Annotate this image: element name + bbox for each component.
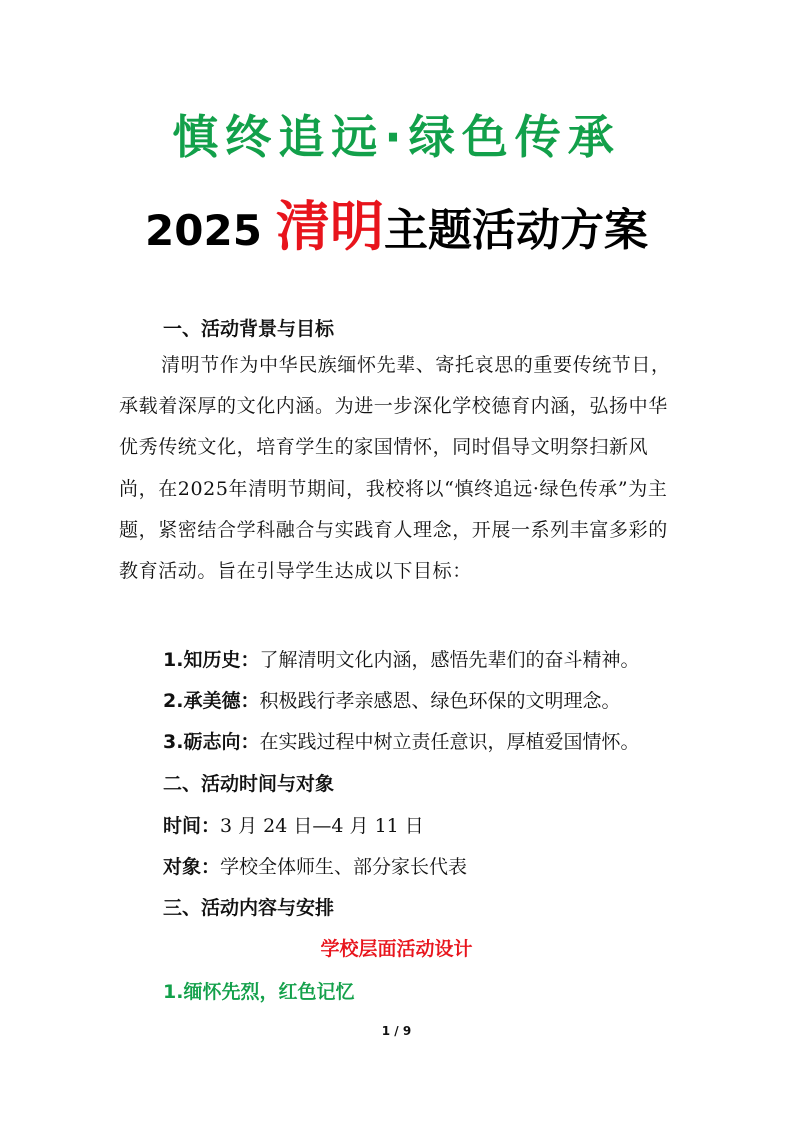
title-year: 2025 <box>145 206 262 255</box>
section-3-heading: 三、活动内容与安排 <box>163 897 335 919</box>
target-value: 学校全体师生、部分家长代表 <box>220 856 468 878</box>
goal-3 <box>163 727 639 757</box>
page-number: 1 / 9 <box>381 1024 412 1038</box>
title-highlight: 清明 <box>275 195 384 258</box>
goal-3-label: 3.砺志向： <box>163 731 260 753</box>
section-1-paragraph <box>119 345 679 592</box>
target-label: 对象： <box>163 856 221 878</box>
school-level-subheading: 学校层面活动设计 <box>320 938 473 960</box>
goal-2 <box>163 686 620 716</box>
section-2-heading: 二、活动时间与对象 <box>163 773 335 795</box>
title-rest: 主题活动方案 <box>383 205 648 256</box>
goal-2-text: 积极践行孝亲感恩、绿色环保的文明理念。 <box>259 690 621 712</box>
goal-1-text: 了解清明文化内涵，感悟先辈们的奋斗精神。 <box>259 649 640 671</box>
section-1-heading: 一、活动背景与目标 <box>163 318 335 340</box>
item-1-heading: 1.缅怀先烈，红色记忆 <box>163 981 355 1003</box>
goal-2-label: 2.承美德： <box>163 690 260 712</box>
time-value: 3 月 24 日—4 月 11 日 <box>220 815 424 837</box>
target-line <box>163 852 467 882</box>
goal-1 <box>163 645 639 675</box>
time-line <box>163 811 424 841</box>
time-label: 时间： <box>163 815 221 837</box>
goal-1-label: 1.知历史： <box>163 649 260 671</box>
title-line-2 <box>0 195 793 263</box>
section-1-paragraph-text: 清明节作为中华民族缅怀先辈、寄托哀思的重要传统节日，承载着深厚的文化内涵。为进一步深化学校德育内涵，弘扬中华优秀传统文化，培育学生的家国情怀，同时倡导文明祭扫新风尚，在2025年清明节期间，我校将以“慎终追远·绿色传承”为主题，紧密结合学科融合与实践育人理念，开展一系列丰富多彩的教育活动。旨在引导学生达成以下目标： <box>119 354 671 583</box>
title-line-1: 慎终追远·绿色传承 <box>172 110 621 164</box>
goal-3-text: 在实践过程中树立责任意识，厚植爱国情怀。 <box>259 731 640 753</box>
